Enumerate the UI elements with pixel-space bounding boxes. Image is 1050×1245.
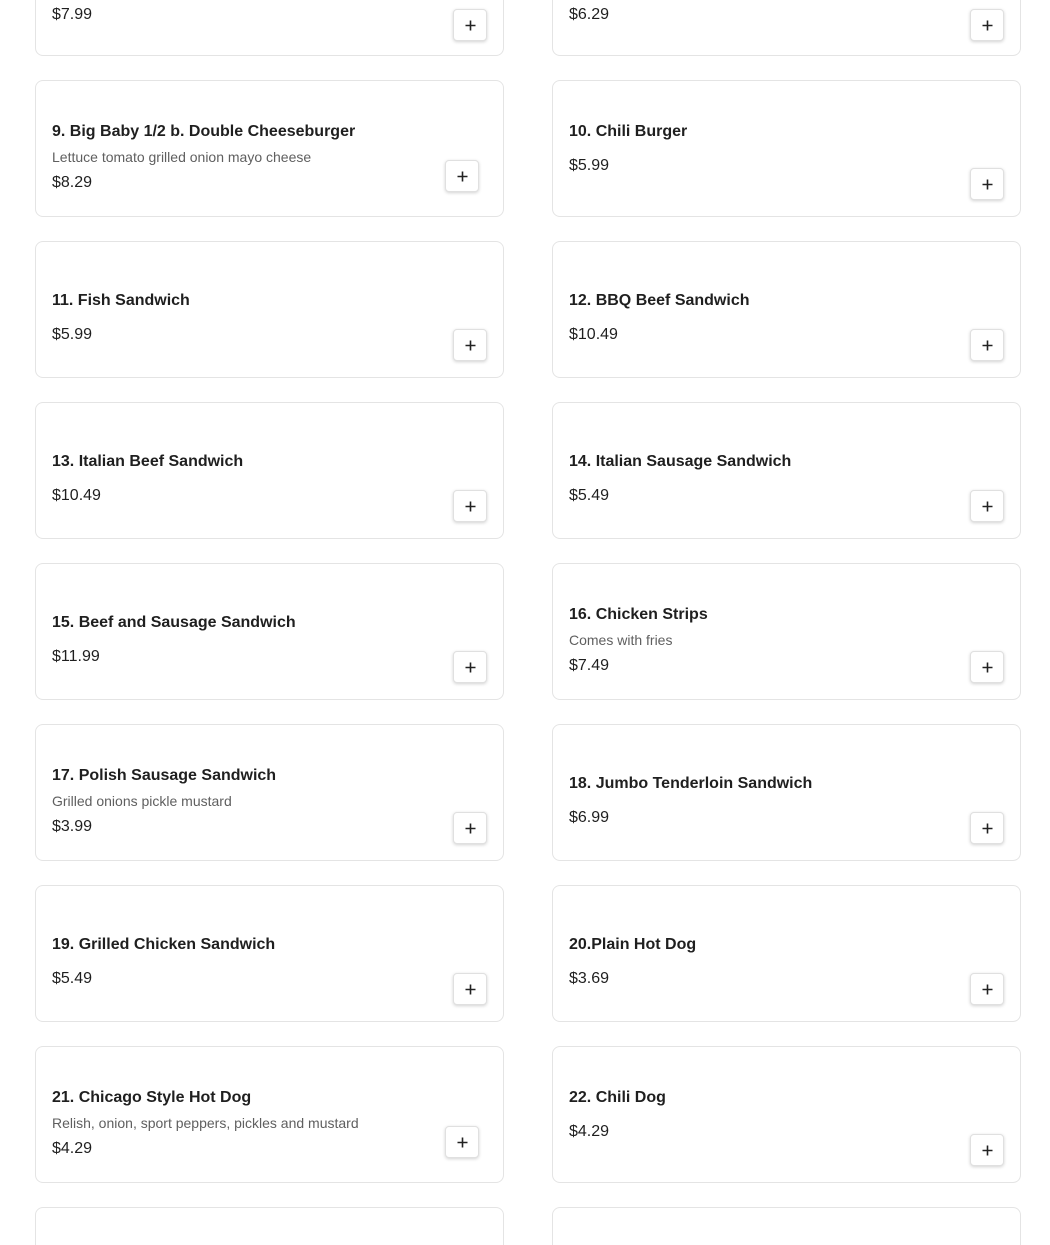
menu-item-card[interactable] <box>35 402 504 539</box>
menu-item-card[interactable] <box>552 1207 1021 1245</box>
menu-item-card[interactable] <box>35 885 504 1022</box>
menu-item-card[interactable] <box>35 724 504 861</box>
item-name: 21. Chicago Style Hot Dog <box>52 1089 252 1106</box>
plus-icon <box>982 662 993 673</box>
plus-icon <box>457 171 468 182</box>
add-item-button[interactable] <box>970 9 1004 41</box>
item-name: 18. Jumbo Tenderloin Sandwich <box>569 775 813 792</box>
add-item-button[interactable] <box>970 973 1004 1005</box>
menu-item-card[interactable] <box>35 563 504 700</box>
item-price: $10.49 <box>52 487 101 504</box>
plus-icon <box>982 340 993 351</box>
add-item-button[interactable] <box>970 329 1004 361</box>
item-price: $4.29 <box>52 1140 93 1157</box>
item-name: 16. Chicken Strips <box>569 606 708 623</box>
add-item-button[interactable] <box>453 9 487 41</box>
plus-icon <box>982 179 993 190</box>
item-name: 20.Plain Hot Dog <box>569 936 697 953</box>
item-price: $5.49 <box>569 487 610 504</box>
add-item-button[interactable] <box>453 329 487 361</box>
item-price: $8.29 <box>52 174 93 191</box>
item-price: $7.49 <box>569 657 610 674</box>
menu-item-card[interactable] <box>552 241 1021 378</box>
plus-icon <box>982 1145 993 1156</box>
item-name: 17. Polish Sausage Sandwich <box>52 767 277 784</box>
menu-item-card[interactable] <box>35 1046 504 1183</box>
add-item-button[interactable] <box>970 812 1004 844</box>
item-description: Grilled onions pickle mustard <box>52 793 232 809</box>
item-price: $5.99 <box>569 157 610 174</box>
add-item-button[interactable] <box>445 1126 479 1158</box>
add-item-button[interactable] <box>453 651 487 683</box>
item-name: 19. Grilled Chicken Sandwich <box>52 936 276 953</box>
item-description: Comes with fries <box>569 632 673 648</box>
menu-item-card[interactable] <box>35 80 504 217</box>
menu-item-card[interactable] <box>35 1207 504 1245</box>
plus-icon <box>982 823 993 834</box>
add-item-button[interactable] <box>970 490 1004 522</box>
plus-icon <box>465 984 476 995</box>
plus-icon <box>457 1137 468 1148</box>
menu-item-card[interactable] <box>35 241 504 378</box>
item-name: 9. Big Baby 1/2 b. Double Cheeseburger <box>52 123 356 140</box>
item-price: $4.29 <box>569 1123 610 1140</box>
plus-icon <box>982 984 993 995</box>
item-price: $11.99 <box>52 648 100 665</box>
item-price: $3.99 <box>52 818 93 835</box>
item-name: 11. Fish Sandwich <box>52 292 190 309</box>
item-name: 22. Chili Dog <box>569 1089 666 1106</box>
item-name: 14. Italian Sausage Sandwich <box>569 453 792 470</box>
plus-icon <box>465 340 476 351</box>
item-price: $10.49 <box>569 326 618 343</box>
item-price: $7.99 <box>52 6 93 23</box>
item-price: $5.99 <box>52 326 93 343</box>
item-price: $3.69 <box>569 970 610 987</box>
item-description: Lettuce tomato grilled onion mayo cheese <box>52 149 312 165</box>
plus-icon <box>465 20 476 31</box>
item-name: 15. Beef and Sausage Sandwich <box>52 614 296 631</box>
menu-item-card[interactable] <box>552 80 1021 217</box>
menu-item-card[interactable] <box>35 0 504 56</box>
plus-icon <box>982 20 993 31</box>
menu-item-card[interactable] <box>552 724 1021 861</box>
item-description: Relish, onion, sport peppers, pickles and mustard <box>52 1115 359 1131</box>
item-price: $6.99 <box>569 809 610 826</box>
add-item-button[interactable] <box>453 490 487 522</box>
add-item-button[interactable] <box>970 168 1004 200</box>
add-item-button[interactable] <box>453 812 487 844</box>
plus-icon <box>465 823 476 834</box>
menu-item-card[interactable] <box>552 563 1021 700</box>
menu-item-card[interactable] <box>552 885 1021 1022</box>
add-item-button[interactable] <box>970 651 1004 683</box>
add-item-button[interactable] <box>453 973 487 1005</box>
plus-icon <box>982 501 993 512</box>
menu-item-card[interactable] <box>552 1046 1021 1183</box>
plus-icon <box>465 501 476 512</box>
menu-item-card[interactable] <box>552 402 1021 539</box>
item-name: 13. Italian Beef Sandwich <box>52 453 244 470</box>
item-price: $6.29 <box>569 6 610 23</box>
plus-icon <box>465 662 476 673</box>
add-item-button[interactable] <box>445 160 479 192</box>
item-price: $5.49 <box>52 970 93 987</box>
menu-item-card[interactable] <box>552 0 1021 56</box>
item-name: 10. Chili Burger <box>569 123 688 140</box>
item-name: 12. BBQ Beef Sandwich <box>569 292 750 309</box>
add-item-button[interactable] <box>970 1134 1004 1166</box>
